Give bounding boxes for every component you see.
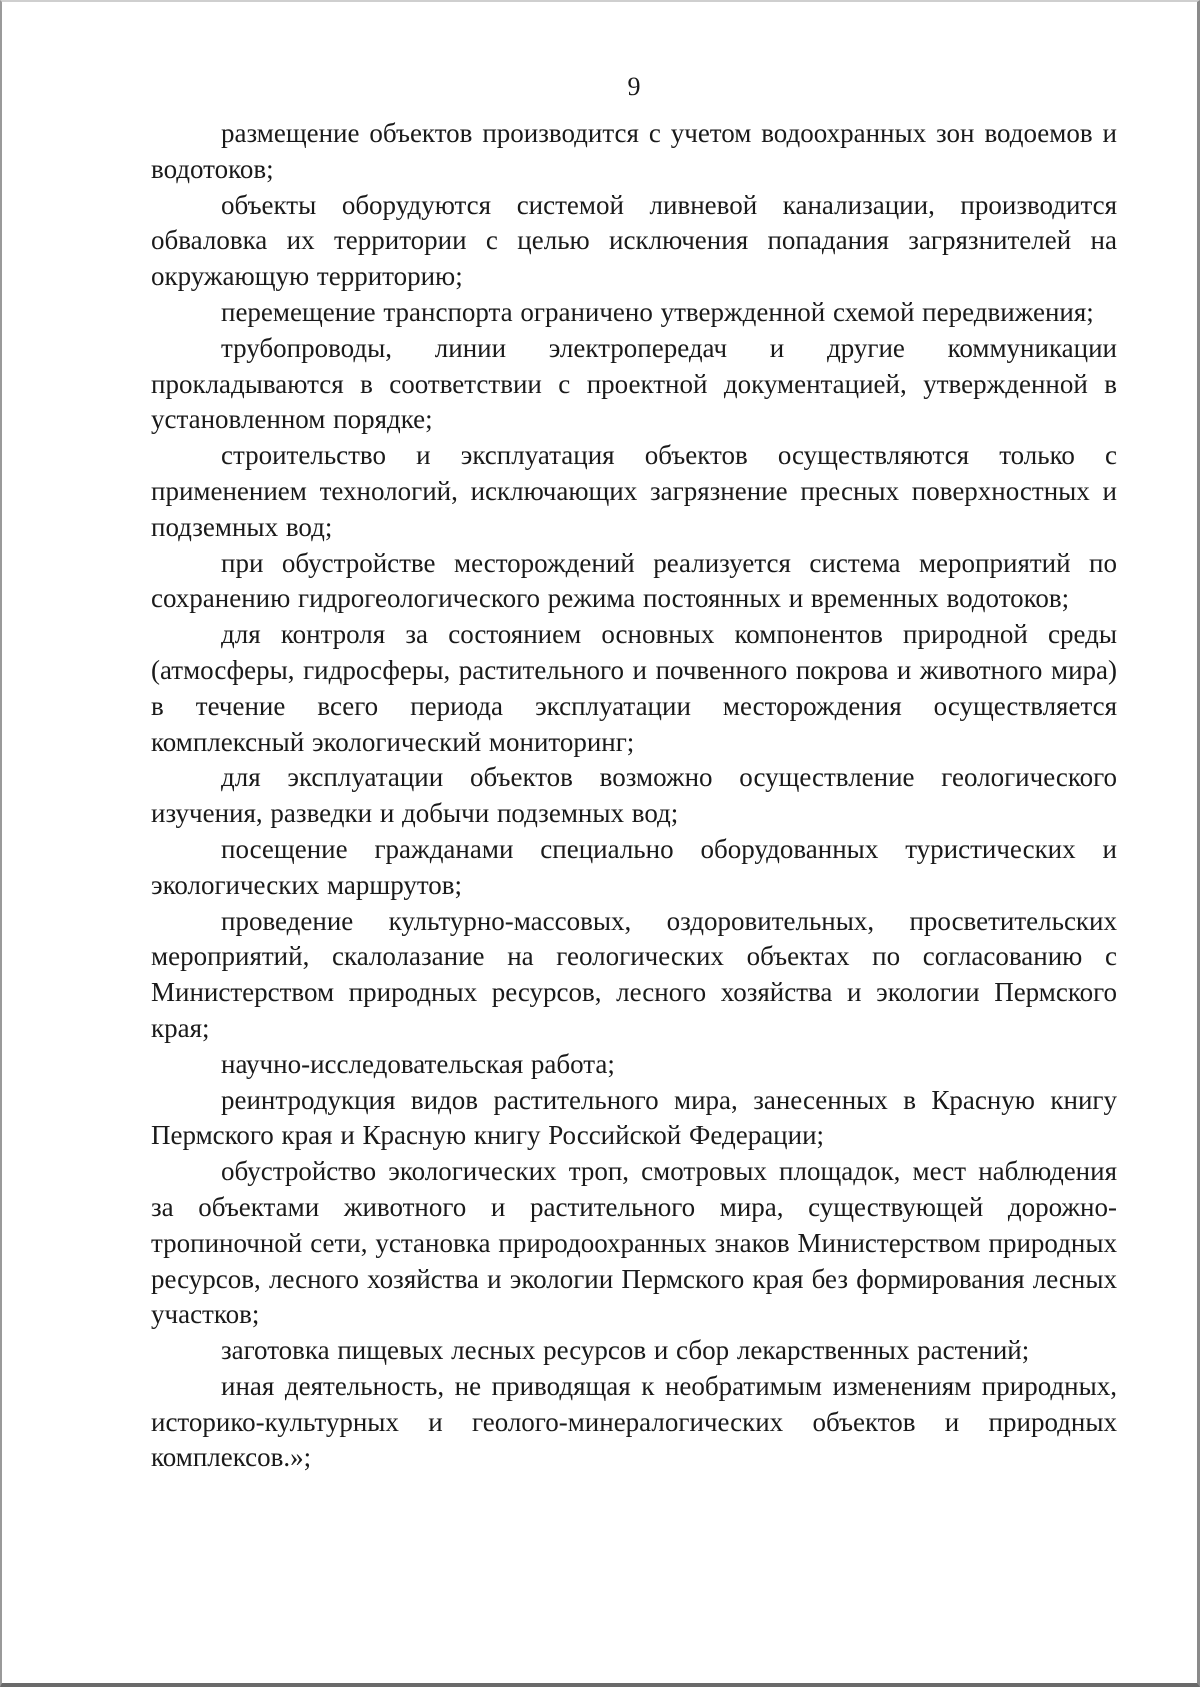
page-number: 9 xyxy=(627,72,641,101)
paragraph: научно-исследовательская работа; xyxy=(221,1048,615,1079)
paragraph: размещение объектов производится с учетом водоохранных зон водоемов и водотоков; xyxy=(151,118,1117,184)
paragraph: для контроля за состоянием основных компонентов природной среды (атмосферы, гидросферы, растительного и почвенного покрова и животного мира) в течение всего периода эксплуатации месторождения осуществляется комплексный экологический мониторинг; xyxy=(151,619,1117,757)
paragraph: проведение культурно-массовых, оздоровительных, просветительских мероприятий, скалолазание на геологических объектах по согласованию с Министерством природных ресурсов, лесного хозяйства и экологии Пермского края; xyxy=(151,905,1117,1043)
document-body xyxy=(151,116,1117,1476)
paragraph: для эксплуатации объектов возможно осуществление геологического изучения, разведки и добычи подземных вод; xyxy=(151,762,1117,829)
paragraph: реинтродукция видов растительного мира, занесенных в Красную книгу Пермского края и Красную книгу Российской Федерации; xyxy=(151,1084,1117,1151)
paragraph: перемещение транспорта ограничено утвержденной схемой передвижения; xyxy=(221,296,1094,327)
paragraph: строительство и эксплуатация объектов осуществляются только с применением технологий, исключающих загрязнение пресных поверхностных и подземных вод; xyxy=(151,440,1117,542)
paragraph: обустройство экологических троп, смотровых площадок, мест наблюдения за объектами животного и растительного мира, существующей дорожно-тропиночной сети, установка природоохранных знаков Министерством природных ресурсов, лесного хозяйства и экологии Пермского края без формирования лесных участков; xyxy=(151,1156,1117,1330)
paragraph: заготовка пищевых лесных ресурсов и сбор лекарственных растений; xyxy=(221,1335,1030,1366)
paragraph: иная деятельность, не приводящая к необратимым изменениям природных, историко-культурных и геолого-минералогических объектов и природных комплексов.»; xyxy=(151,1370,1117,1473)
paragraph: посещение гражданами специально оборудованных туристических и экологических маршрутов; xyxy=(151,833,1117,900)
paragraph: объекты оборудуются системой ливневой канализации, производится обваловка их территории с целью исключения попадания загрязнителей на окружающую территорию; xyxy=(151,189,1117,292)
paragraph: трубопроводы, линии электропередач и другие коммуникации прокладываются в соответствии с проектной документацией, утвержденной в установленном порядке; xyxy=(151,332,1117,435)
paragraph: при обустройстве месторождений реализуется система мероприятий по сохранению гидрогеологического режима постоянных и временных водотоков; xyxy=(151,547,1117,614)
